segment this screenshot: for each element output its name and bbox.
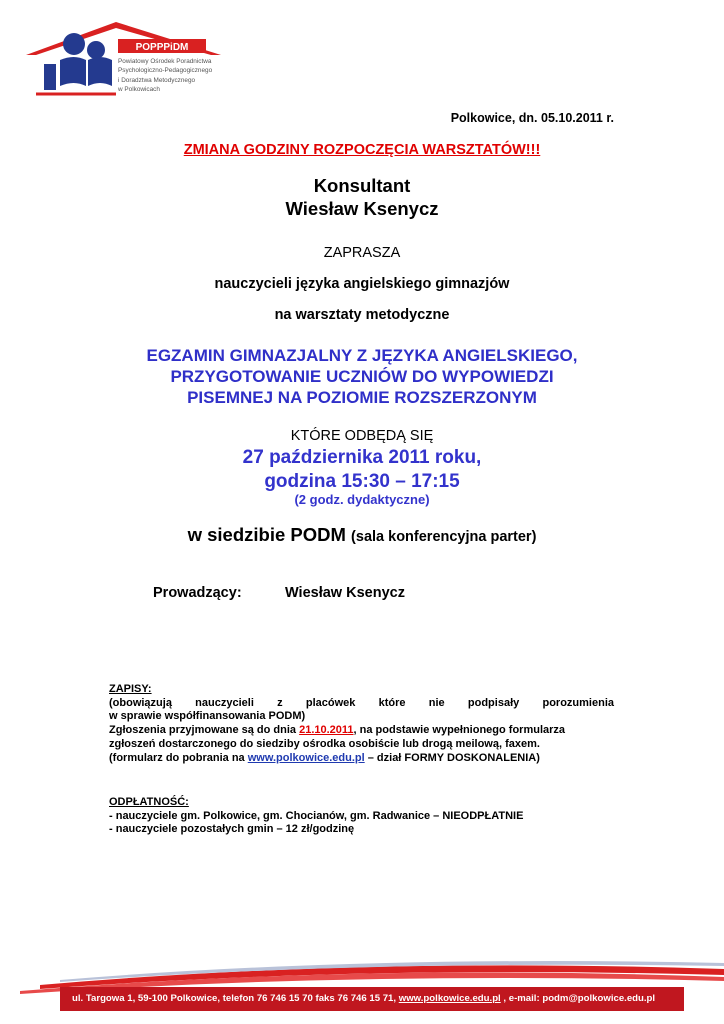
fees-heading: ODPŁATNOŚĆ: — [109, 796, 189, 808]
logo-book-right — [88, 57, 112, 86]
logo-head-left — [63, 33, 85, 55]
registration-line: (obowiązują nauczycieli z placówek które nie podpisały porozumienia — [109, 696, 614, 709]
topic-line: PISEMNEJ NA POZIOMIE ROZSZERZONYM — [187, 388, 537, 407]
form-download-link[interactable]: www.polkowice.edu.pl — [247, 751, 365, 764]
registration-block — [109, 683, 614, 765]
topic-line: PRZYGOTOWANIE UCZNIÓW DO WYPOWIEDZI — [170, 367, 554, 386]
registration-line — [109, 752, 614, 766]
schedule-lead: KTÓRE ODBĘDĄ SIĘ — [290, 428, 434, 444]
footer-email-label: , e-mail: — [500, 993, 543, 1004]
leader-name: Wiesław Ksenycz — [285, 585, 405, 601]
registration-text: – dział FORMY DOSKONALENIA) — [364, 751, 540, 764]
venue-main: w siedzibie PODM — [187, 524, 346, 545]
footer-address: ul. Targowa 1, 59-100 Polkowice, telefon 76 746 15 70 faks 76 746 15 71, — [72, 993, 399, 1004]
footer-contact — [72, 993, 655, 1004]
registration-heading: ZAPISY: — [109, 683, 152, 695]
fees-block — [109, 796, 614, 837]
fees-line: - nauczyciele gm. Polkowice, gm. Chocianów, gm. Radwanice – NIEODPŁATNIE — [109, 809, 524, 822]
event-type-text: na warsztaty metodyczne — [274, 307, 450, 323]
registration-text: (formularz do pobrania na — [109, 751, 248, 764]
venue-room: (sala konferencyjna parter) — [351, 529, 537, 545]
invite-text: ZAPRASZA — [323, 245, 401, 261]
registration-text: , na podstawie wypełnionego formularza — [353, 724, 566, 737]
schedule-date: 27 października 2011 roku, — [242, 447, 482, 468]
logo-book-left — [60, 57, 86, 86]
registration-line — [109, 724, 614, 738]
footer-email-link[interactable]: podm@polkowice.edu.pl — [542, 993, 656, 1004]
notice-title: ZMIANA GODZINY ROZPOCZĘCIA WARSZTATÓW!!! — [183, 142, 541, 158]
document-date: Polkowice, dn. 05.10.2011 r. — [450, 111, 614, 125]
topic-block — [0, 345, 724, 408]
logo-head-right — [87, 41, 105, 59]
logo-line: Psychologiczno-Pedagogicznego — [118, 67, 213, 75]
registration-text: Zgłoszenia przyjmowane są do dnia — [109, 724, 300, 737]
logo-pillar — [44, 64, 56, 90]
audience-text: nauczycieli języka angielskiego gimnazjów — [214, 276, 510, 292]
logo-line: i Doradztwa Metodycznego — [118, 76, 196, 84]
notice-wrapper — [0, 141, 724, 159]
logo-caption — [118, 57, 212, 95]
leader-label: Prowadzący: — [153, 585, 242, 601]
venue — [0, 524, 724, 546]
consultant-role: Konsultant — [313, 175, 411, 196]
consultant-name: Wiesław Ksenycz — [285, 198, 439, 219]
logo-brand: POPPPiDM — [135, 42, 189, 53]
topic-line: EGZAMIN GIMNAZJALNY Z JĘZYKA ANGIELSKIEGO, — [146, 346, 578, 365]
deadline-date: 21.10.2011 — [299, 724, 354, 737]
registration-line: w sprawie współfinansowania PODM) — [109, 710, 306, 723]
fees-line: - nauczyciele pozostałych gmin – 12 zł/godzinę — [109, 823, 355, 836]
schedule-hours: (2 godz. dydaktyczne) — [294, 492, 430, 507]
logo-line: w Polkowicach — [118, 86, 160, 94]
registration-line: zgłoszeń dostarczonego do siedziby ośrodka osobiście lub drogą meilową, faxem. — [109, 737, 540, 750]
schedule-time: godzina 15:30 – 17:15 — [264, 471, 460, 492]
logo-line: Powiatowy Ośrodek Poradnictwa — [118, 58, 212, 65]
footer-website-link[interactable]: www.polkowice.edu.pl — [398, 993, 501, 1004]
